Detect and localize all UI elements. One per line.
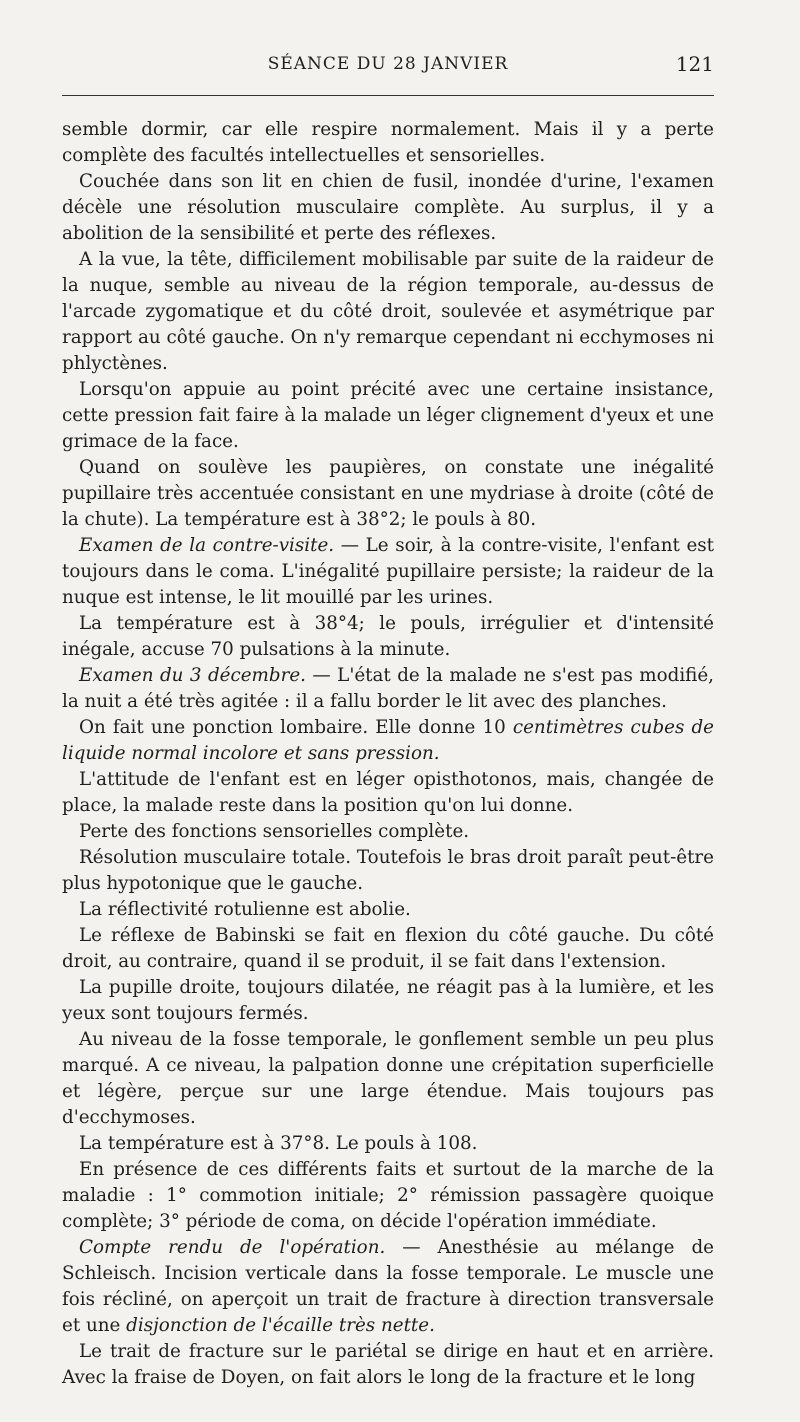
paragraph — [62, 897, 714, 923]
paragraph-text: Le trait de fracture sur le pariétal se dirige en haut et en arrière. Avec la fraise de Doyen, on fait alors le long de la fracture et le long — [62, 1341, 714, 1388]
paragraph-text: Lorsqu'on appuie au point précité avec une certaine insistance, cette pression fait faire à la malade un léger clignement d'yeux et une grimace de la face. — [62, 379, 714, 452]
paragraph-text: — Le soir, à la contre-visite, l'enfant est toujours dans le coma. L'inégalité pupillaire persiste; la raideur de la nuque est intense, le lit mouillé par les urines. — [62, 535, 714, 608]
paragraph-text: Résolution musculaire totale. Toutefois le bras droit paraît peut-être plus hypotonique que le gauche. — [62, 847, 714, 894]
paragraph — [62, 1157, 714, 1235]
paragraph-text: — Anesthésie au mélange de Schleisch. Incision verticale dans la fosse temporale. Le muscle une fois récliné, on aperçoit un trait de fracture à direction transversale et une — [62, 1237, 714, 1336]
paragraph — [62, 611, 714, 663]
paragraph-text: — L'état de la malade ne s'est pas modifié, la nuit a été très agitée : il a fallu border le lit avec des planches. — [62, 665, 714, 712]
paragraph — [62, 169, 714, 247]
italic-phrase: centimètres cubes de liquide normal incolore et sans pression. — [62, 717, 715, 764]
paragraph-text: La réflectivité rotulienne est abolie. — [79, 899, 411, 920]
paragraph-text: Quand on soulève les paupières, on constate une inégalité pupillaire très accentuée consistant en une mydriase à droite (côté de la chute). La température est à 38°2; le pouls à 80. — [62, 457, 714, 530]
paragraph — [62, 819, 714, 845]
paragraph-text: La température est à 37°8. Le pouls à 108. — [79, 1133, 478, 1154]
page-number: 121 — [675, 52, 714, 76]
paragraph-text: Le réflexe de Babinski se fait en flexion du côté gauche. Du côté droit, au contraire, quand il se produit, il se fait dans l'extension. — [62, 925, 714, 972]
paragraph — [62, 767, 714, 819]
paragraph — [62, 117, 714, 169]
paragraph — [62, 1131, 714, 1157]
section-heading: Compte rendu de l'opération. — [79, 1237, 386, 1258]
paragraph — [62, 975, 714, 1027]
paragraph — [62, 377, 714, 455]
paragraph — [62, 663, 714, 715]
running-header — [62, 50, 714, 84]
paragraph — [62, 1027, 714, 1131]
section-heading: Examen de la contre-visite. — [79, 535, 335, 556]
paragraph — [62, 533, 714, 611]
paragraph — [62, 455, 714, 533]
body-text — [62, 117, 714, 1391]
paragraph-text: L'attitude de l'enfant est en léger opisthotonos, mais, changée de place, la malade reste dans la position qu'on lui donne. — [62, 769, 714, 816]
paragraph-text: La température est à 38°4; le pouls, irrégulier et d'intensité inégale, accuse 70 pulsations à la minute. — [62, 613, 714, 660]
paragraph-text: On fait une ponction lombaire. Elle donne 10 — [79, 717, 513, 738]
section-heading: Examen du 3 décembre. — [79, 665, 306, 686]
running-title: SÉANCE DU 28 JANVIER — [267, 54, 509, 74]
paragraph — [62, 923, 714, 975]
paragraph — [62, 715, 714, 767]
paragraph-text: Au niveau de la fosse temporale, le gonflement semble un peu plus marqué. A ce niveau, la palpation donne une crépitation superficielle et légère, perçue sur une large étendue. Mais toujours pas d'ecchymoses. — [62, 1029, 714, 1128]
paragraph-text: A la vue, la tête, difficilement mobilisable par suite de la raideur de la nuque, semble au niveau de la région temporale, au-dessus de l'arcade zygomatique et du côté droit, soulevée et asymétrique par rapport au côté gauche. On n'y remarque cependant ni ecchymoses ni phlyctènes. — [62, 249, 714, 374]
paragraph-text: En présence de ces différents faits et surtout de la marche de la maladie : 1° commotion initiale; 2° rémission passagère quoique complète; 3° période de coma, on décide l'opération immédiate. — [62, 1159, 714, 1232]
paragraph — [62, 845, 714, 897]
paragraph — [62, 1339, 714, 1391]
paragraph-text: Couchée dans son lit en chien de fusil, inondée d'urine, l'examen décèle une résolution musculaire complète. Au surplus, il y a abolition de la sensibilité et perte des réflexes. — [62, 171, 714, 244]
header-rule — [62, 95, 714, 96]
italic-phrase: disjonction de l'écaille très nette. — [126, 1315, 435, 1336]
paragraph-text: Perte des fonctions sensorielles complète. — [79, 821, 470, 842]
paragraph-text: semble dormir, car elle respire normalement. Mais il y a perte complète des facultés intellectuelles et sensorielles. — [62, 119, 714, 166]
paragraph-text: La pupille droite, toujours dilatée, ne réagit pas à la lumière, et les yeux sont toujours fermés. — [62, 977, 714, 1024]
paragraph — [62, 1235, 714, 1339]
paragraph — [62, 247, 714, 377]
